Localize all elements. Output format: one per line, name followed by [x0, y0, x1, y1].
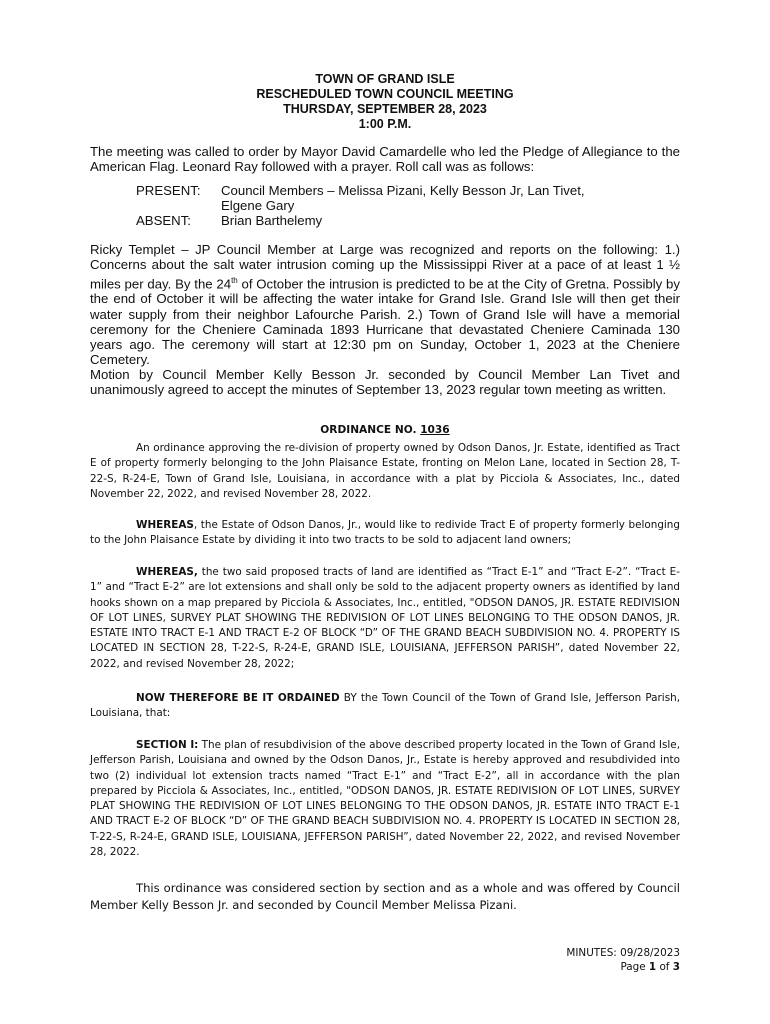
- header-date: THURSDAY, SEPTEMBER 28, 2023: [283, 102, 487, 116]
- whereas-1-label: WHEREAS: [136, 519, 194, 531]
- document-header: [0, 72, 770, 132]
- whereas-1: [90, 518, 680, 549]
- absent-members: Brian Barthelemy: [221, 213, 323, 228]
- closing-paragraph: [90, 880, 680, 914]
- footer-minutes-date: MINUTES: 09/28/2023: [566, 947, 680, 959]
- templet-text-1: Ricky Templet – JP Council Member at Large was recognized and reports on the following: 1.) Concerns about the salt water intrusion coming up the Mississippi River at a pace of at least 1 ½ miles per day. By the 24: [90, 242, 680, 291]
- ordinal-suffix: th: [231, 275, 238, 285]
- whereas-2-text: the two said proposed tracts of land are identified as “Tract E-1” and “Tract E-2”. “Tract E-1” and “Tract E-2” are lot extensions and shall only be sold to the adjacent property owners as identified by land hooks shown on a map prepared by Picciola & Associates, Inc., entitled, "ODSON DANOS, JR. ESTATE REDIVISION OF LOT LINES, SURVEY PLAT SHOWING THE REDIVISION OF LOT LINES BELONGING TO THE ODSON DANOS, JR. ESTATE INTO TRACT E-1 AND TRACT E-2 OF BLOCK “D” OF THE GRAND BEACH SUBDIVISION NO. 4. PROPERTY IS LOCATED IN SECTION 28, T-22-S, R-24-E, GRAND ISLE, LOUISIANA, JEFFERSON PARISH”, dated November 22, 2022, and revised November 28, 2022;: [90, 566, 680, 670]
- therefore-text: BY the Town Council of the Town of Grand Isle, Jefferson Parish, Louisiana, that:: [90, 692, 680, 720]
- whereas-2-label: WHEREAS,: [136, 566, 198, 578]
- present-members-cont: Elgene Gary: [221, 198, 295, 213]
- minutes-motion: [90, 367, 680, 398]
- motion-text: Motion by Council Member Kelly Besson Jr. seconded by Council Member Lan Tivet and unanimously agreed to accept the minutes of September 13, 2023 regular town meeting as written.: [90, 367, 680, 398]
- section-1: [90, 738, 680, 860]
- closing-text: This ordinance was considered section by section and as a whole and was offered by Council Member Kelly Besson Jr. and seconded by Council Member Melissa Pizani.: [90, 881, 680, 912]
- ordinance-intro: [90, 441, 680, 502]
- opening-text: The meeting was called to order by Mayor David Camardelle who led the Pledge of Allegiance to the American Flag. Leonard Ray followed with a prayer. Roll call was as follows:: [90, 144, 680, 175]
- section-1-text: The plan of resubdivision of the above described property located in the Town of Grand Isle, Jefferson Parish, Louisiana and owned by the Odson Danos, Jr., Estate is hereby approved and resubdivided into two (2) individual lot extension tracts named “Tract E-1” and “Tract E-2”, all in accordance with the plan prepared by Picciola & Associates, Inc., entitled, "ODSON DANOS, JR. ESTATE REDIVISION OF LOT LINES, SURVEY PLAT SHOWING THE REDIVISION OF LOT LINES BELONGING TO THE ODSON DANOS, JR. ESTATE INTO TRACT E-1 AND TRACT E-2 OF BLOCK “D” OF THE GRAND BEACH SUBDIVISION NO. 4. PROPERTY IS LOCATED IN SECTION 28, T-22-S, R-24-E, GRAND ISLE, LOUISIANA, JEFFERSON PARISH”, dated November 22, 2022, and revised November 28, 2022.: [90, 739, 680, 859]
- header-time: 1:00 P.M.: [358, 117, 412, 131]
- whereas-1-text: , the Estate of Odson Danos, Jr., would like to redivide Tract E of property formerly belonging to the John Plaisance Estate by dividing it into two tracts to be sold to adjacent land owners;: [90, 519, 680, 547]
- section-1-label: SECTION I:: [136, 739, 199, 751]
- header-town: TOWN OF GRAND ISLE: [315, 72, 455, 86]
- absent-label: ABSENT:: [136, 213, 191, 228]
- ordinance-title: ORDINANCE NO. 1036: [320, 424, 450, 436]
- ordinance-intro-text: An ordinance approving the re-division of property owned by Odson Danos, Jr. Estate, identified as Tract E of property formerly belonging to the John Plaisance Estate, fronting on Melon Lane, located in Section 28, T-22-S, R-24-E, Town of Grand Isle, Louisiana, in accordance with a plat by Picciola & Associates, Inc., dated November 22, 2022, and revised November 28, 2022.: [90, 442, 680, 500]
- therefore-label: NOW THEREFORE BE IT ORDAINED: [136, 692, 340, 704]
- templet-text-2: of October the intrusion is predicted to be at the City of Gretna. Possibly by the end of October it will be affecting the water intake for Grand Isle. Grand Isle will then get their water supply from their neighbor Lafourche Parish. 2.) Town of Grand Isle will have a memorial ceremony for the Cheniere Caminada 1893 Hurricane that devastated Cheniere Caminada 130 years ago. The ceremony will start at 12:30 pm on Sunday, October 1, 2023 at the Cheniere Cemetery.: [90, 275, 680, 368]
- whereas-2: [90, 565, 680, 672]
- now-therefore: [90, 691, 680, 722]
- page-footer: [566, 946, 680, 974]
- present-members: Council Members – Melissa Pizani, Kelly Besson Jr, Lan Tivet,: [221, 183, 585, 198]
- templet-report: [90, 242, 680, 368]
- header-meeting: RESCHEDULED TOWN COUNCIL MEETING: [256, 87, 514, 101]
- present-label: PRESENT:: [136, 183, 201, 198]
- ordinance-number: 1036: [420, 424, 450, 436]
- page-number: Page 1 of 3: [620, 961, 680, 973]
- opening-paragraph: [90, 144, 680, 175]
